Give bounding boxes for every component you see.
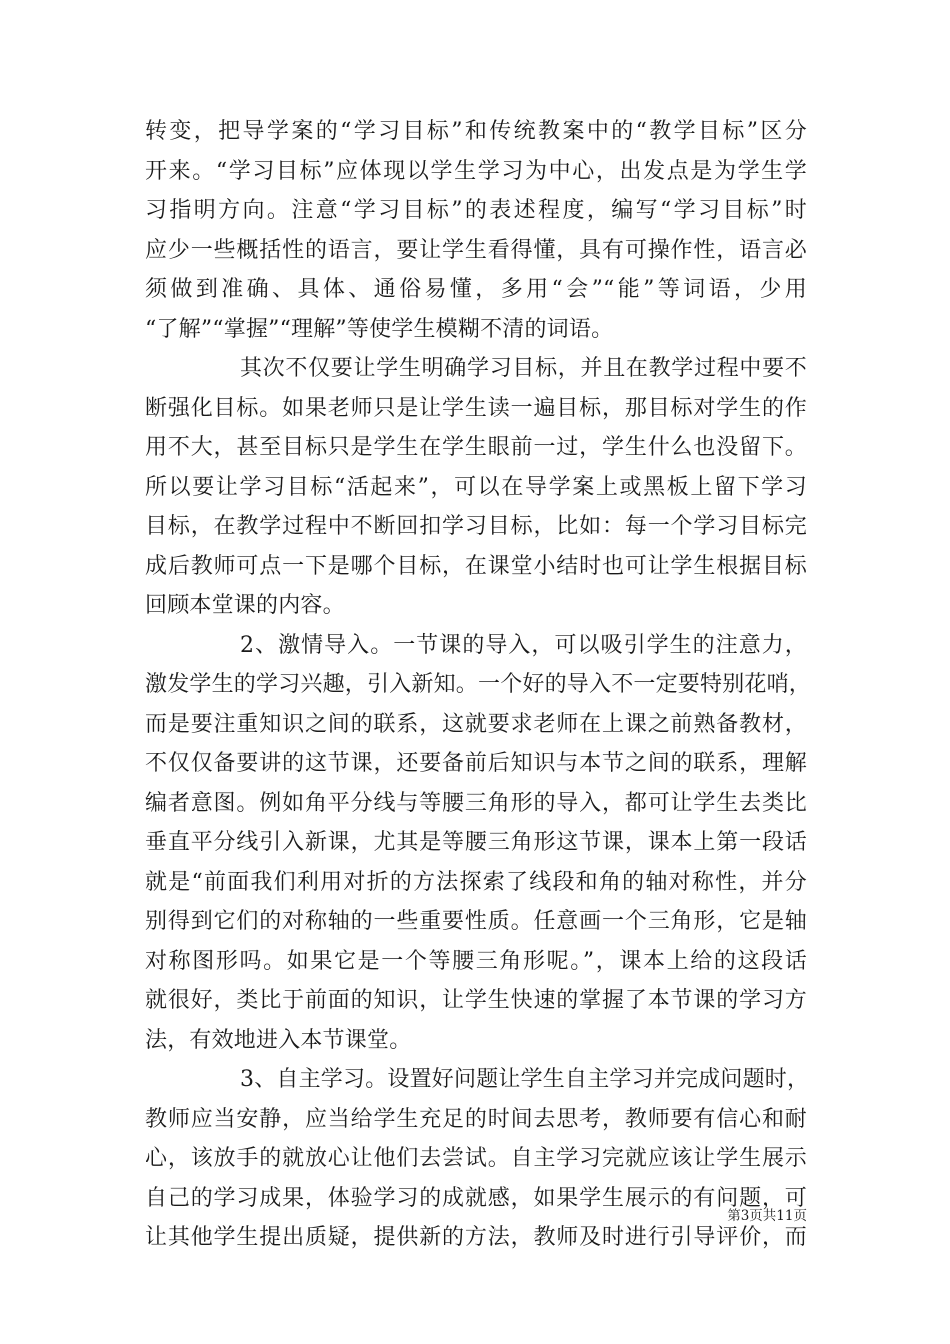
text-line: 应少一些概括性的语言，要让学生看得懂，具有可操作性，语言必 [145, 237, 807, 263]
document-body [145, 112, 812, 1258]
text-line: 须做到准确、具体、通俗易懂，多用“会”“能”等词语，少用 [145, 277, 807, 302]
text-line: 对称图形吗。如果它是一个等腰三角形呢。”，课本上给的这段话 [145, 948, 807, 974]
text-line: 不仅仅备要讲的这节课，还要备前后知识与本节之间的联系，理解 [145, 751, 807, 776]
text-line: 心，该放手的就放心让他们去尝试。自主学习完就应该让学生展示 [145, 1146, 807, 1171]
text-line: 习指明方向。注意“学习目标”的表述程度，编写“学习目标”时 [145, 198, 807, 223]
text-line: 用不大，甚至目标只是学生在学生眼前一过，学生什么也没留下。 [145, 435, 807, 460]
paragraph-start-line: 3、自主学习。设置好问题让学生自主学习并完成问题时， [240, 1067, 810, 1092]
paragraph-start-line: 2、激情导入。一节课的导入，可以吸引学生的注意力， [240, 632, 807, 658]
text-line: 教师应当安静，应当给学生充足的时间去思考，教师要有信心和耐 [145, 1106, 807, 1132]
text-line: 而是要注重知识之间的联系，这就要求老师在上课之前熟备教材， [145, 711, 807, 737]
text-line: 就很好，类比于前面的知识，让学生快速的掌握了本节课的学习方 [145, 988, 807, 1013]
text-line: 垂直平分线引入新课，尤其是等腰三角形这节课，课本上第一段话 [145, 830, 807, 855]
text-line: 编者意图。例如角平分线与等腰三角形的导入，都可让学生去类比 [145, 790, 807, 816]
page-number-footer: 第3页共11页 [727, 1208, 807, 1224]
text-line: 成后教师可点一下是哪个目标，在课堂小结时也可让学生根据目标 [145, 553, 807, 579]
text-line: 别得到它们的对称轴的一些重要性质。任意画一个三角形，它是轴 [145, 909, 807, 934]
text-line: “了解”“掌握”“理解”等使学生模糊不清的词语。 [145, 316, 614, 342]
text-line: 回顾本堂课的内容。 [145, 593, 345, 618]
text-line: 就是“前面我们利用对折的方法探索了线段和角的轴对称性，并分 [145, 869, 807, 895]
text-line: 所以要让学习目标“活起来”，可以在导学案上或黑板上留下学习 [145, 474, 807, 500]
text-line: 目标，在教学过程中不断回扣学习目标，比如：每一个学习目标完 [145, 514, 807, 539]
text-line: 开来。“学习目标”应体现以学生学习为中心，出发点是为学生学 [145, 158, 807, 184]
text-line: 法，有效地进入本节课堂。 [145, 1027, 412, 1053]
text-line: 转变，把导学案的“学习目标”和传统教案中的“教学目标”区分 [145, 119, 807, 144]
paragraph-start-line: 其次不仅要让学生明确学习目标，并且在教学过程中要不 [240, 356, 807, 381]
text-line: 自己的学习成果，体验学习的成就感，如果学生展示的有问题，可 [145, 1185, 807, 1211]
text-line: 断强化目标。如果老师只是让学生读一遍目标，那目标对学生的作 [145, 395, 807, 421]
text-line: 让其他学生提出质疑，提供新的方法，教师及时进行引导评价，而 [145, 1225, 807, 1250]
text-line: 激发学生的学习兴趣，引入新知。一个好的导入不一定要特别花哨， [145, 672, 812, 697]
